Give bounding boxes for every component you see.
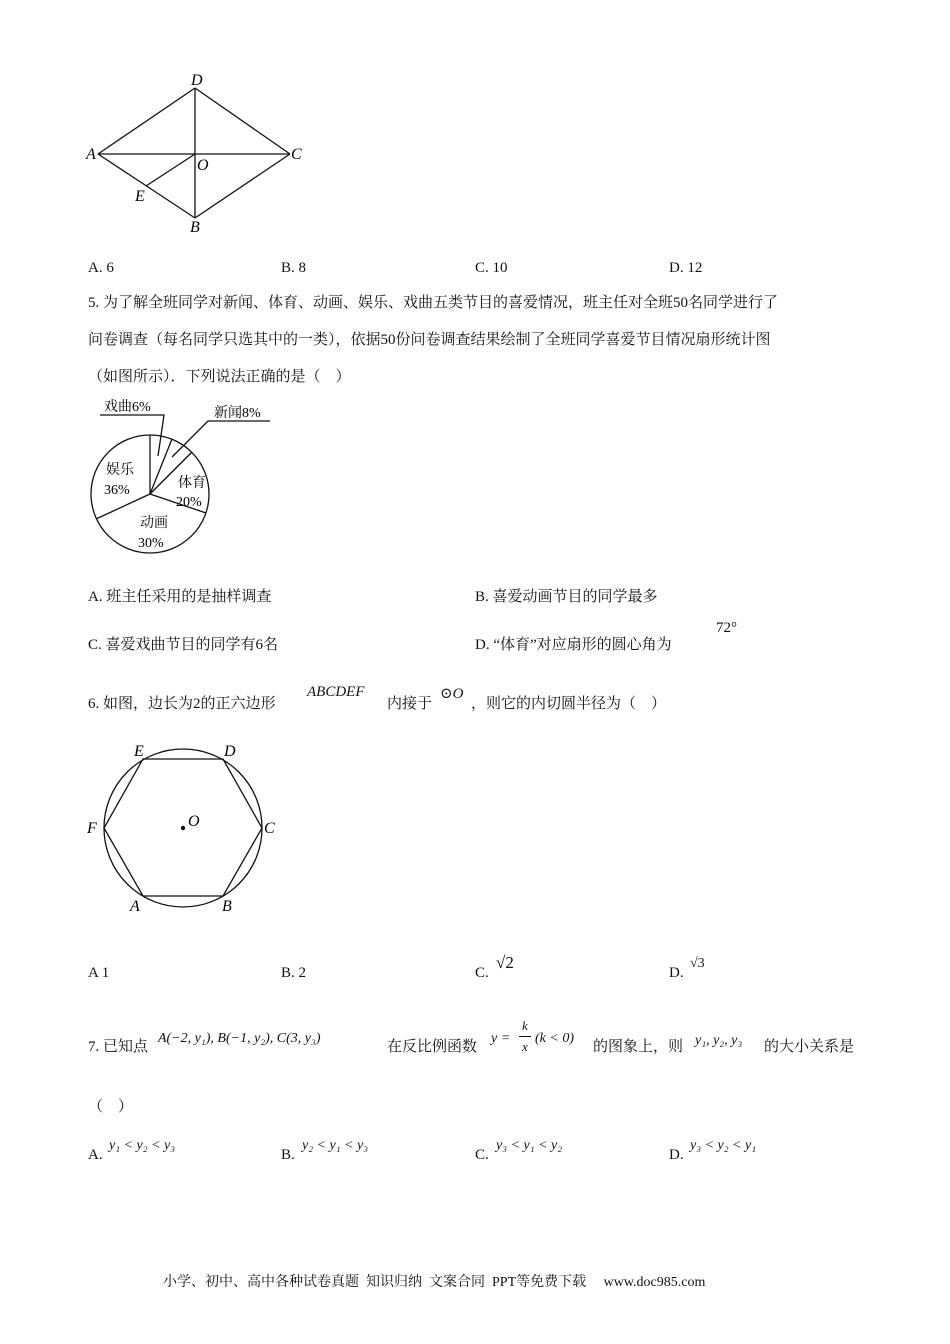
- label-O: O: [188, 813, 200, 830]
- label-O: O: [197, 157, 209, 174]
- q6-option-c-math: √2: [496, 953, 514, 972]
- center-point: [181, 826, 185, 830]
- pie-label-xiqu: 戏曲6%: [104, 400, 151, 415]
- pie-label-donghua-pct: 30%: [138, 536, 164, 551]
- pie-sector-line-2: [150, 439, 172, 494]
- q6-math-circle: ⊙O: [440, 686, 464, 702]
- q5-option-c: C. 喜爱戏曲节目的同学有6名: [88, 637, 279, 653]
- q6-math-hexagon: ABCDEF: [307, 684, 365, 700]
- q6-option-a: A 1: [88, 965, 110, 981]
- label-F: F: [87, 820, 97, 837]
- label-E: E: [135, 188, 145, 205]
- q7-option-d: D.: [669, 1147, 684, 1163]
- q6-option-d-math: √3: [690, 956, 705, 971]
- pie-label-yule-name: 娱乐: [106, 463, 134, 478]
- rhombus-figure: [80, 70, 320, 240]
- q4-option-a: A. 6: [88, 260, 114, 276]
- pie-label-tiyu-pct: 20%: [176, 495, 202, 510]
- q6-option-c: C.: [475, 965, 489, 981]
- q4-option-b: B. 8: [281, 260, 307, 276]
- q6-option-d: D.: [669, 965, 684, 981]
- q4-option-d: D. 12: [669, 260, 703, 276]
- label-A: A: [130, 898, 140, 915]
- q5-line-3: （如图所示）．下列说法正确的是（ ）: [88, 369, 351, 385]
- q7-option-a: A.: [88, 1147, 103, 1163]
- q7-vars: y₁, y₂, y₃: [695, 1033, 743, 1048]
- q7-option-a-math: y₁ < y₂ < y₃: [109, 1138, 176, 1153]
- q6-mid: 内接于: [387, 696, 433, 712]
- q7-func-denominator: x: [522, 1039, 528, 1054]
- q7-option-d-math: y₃ < y₂ < y₁: [690, 1138, 757, 1153]
- label-B: B: [190, 219, 200, 236]
- q7-func-lhs: y =: [491, 1031, 511, 1046]
- page-footer: 小学、初中、高中各种试卷真题 知识归纳 文案合同 PPT等免费下载 www.doc985.com: [163, 1275, 706, 1290]
- q7-option-b: B.: [281, 1147, 295, 1163]
- label-E: E: [134, 743, 144, 760]
- q5-option-b: B. 喜爱动画节目的同学最多: [475, 589, 658, 605]
- q7-func-condition: (k < 0): [535, 1031, 574, 1046]
- pie-label-donghua-name: 动画: [140, 516, 168, 531]
- q4-option-c: C. 10: [475, 260, 508, 276]
- label-C: C: [291, 146, 302, 163]
- q7-option-c-math: y₃ < y₁ < y₂: [496, 1138, 563, 1153]
- q7-mid: 在反比例函数: [387, 1039, 478, 1055]
- label-C: C: [264, 820, 275, 837]
- label-B: B: [222, 898, 232, 915]
- q7-option-b-math: y₂ < y₁ < y₃: [302, 1138, 369, 1153]
- q6-suffix: ，则它的内切圆半径为（ ）: [471, 696, 667, 712]
- pie-chart: [88, 394, 288, 564]
- label-D: D: [191, 72, 203, 89]
- q5-line-1: 5. 为了解全班同学对新闻、体育、动画、娱乐、戏曲五类节目的喜爱情况，班主任对全班50名同学进行了: [88, 295, 779, 311]
- q5-line-2: 问卷调查（每名同学只选其中的一类），依据50份问卷调查结果绘制了全班同学喜爱节目情况扇形统计图: [88, 332, 771, 348]
- pie-label-yule-pct: 36%: [104, 483, 130, 498]
- label-D: D: [224, 743, 236, 760]
- q7-prefix: 7. 已知点: [88, 1039, 149, 1055]
- q6-prefix: 6. 如图，边长为2的正六边形: [88, 696, 276, 712]
- pie-label-xinwen: 新闻8%: [214, 406, 261, 421]
- q5-option-a: A. 班主任采用的是抽样调查: [88, 589, 272, 605]
- q7-suffix-1: 的图象上，则: [593, 1039, 684, 1055]
- q7-bracket: （ ）: [88, 1099, 134, 1115]
- q5-option-d-math: 72°: [716, 620, 737, 636]
- q7-fraction-bar: [519, 1036, 531, 1037]
- q7-suffix-2: 的大小关系是: [764, 1039, 855, 1055]
- pie-label-tiyu-name: 体育: [178, 476, 206, 491]
- q5-option-d: D. “体育”对应扇形的圆心角为: [475, 637, 672, 653]
- q7-func-numerator: k: [522, 1018, 528, 1033]
- label-A: A: [86, 146, 96, 163]
- q7-points: A(−2, y₁), B(−1, y₂), C(3, y₃): [158, 1031, 321, 1046]
- hexagon-figure: [84, 738, 284, 918]
- q6-option-b: B. 2: [281, 965, 307, 981]
- q7-option-c: C.: [475, 1147, 489, 1163]
